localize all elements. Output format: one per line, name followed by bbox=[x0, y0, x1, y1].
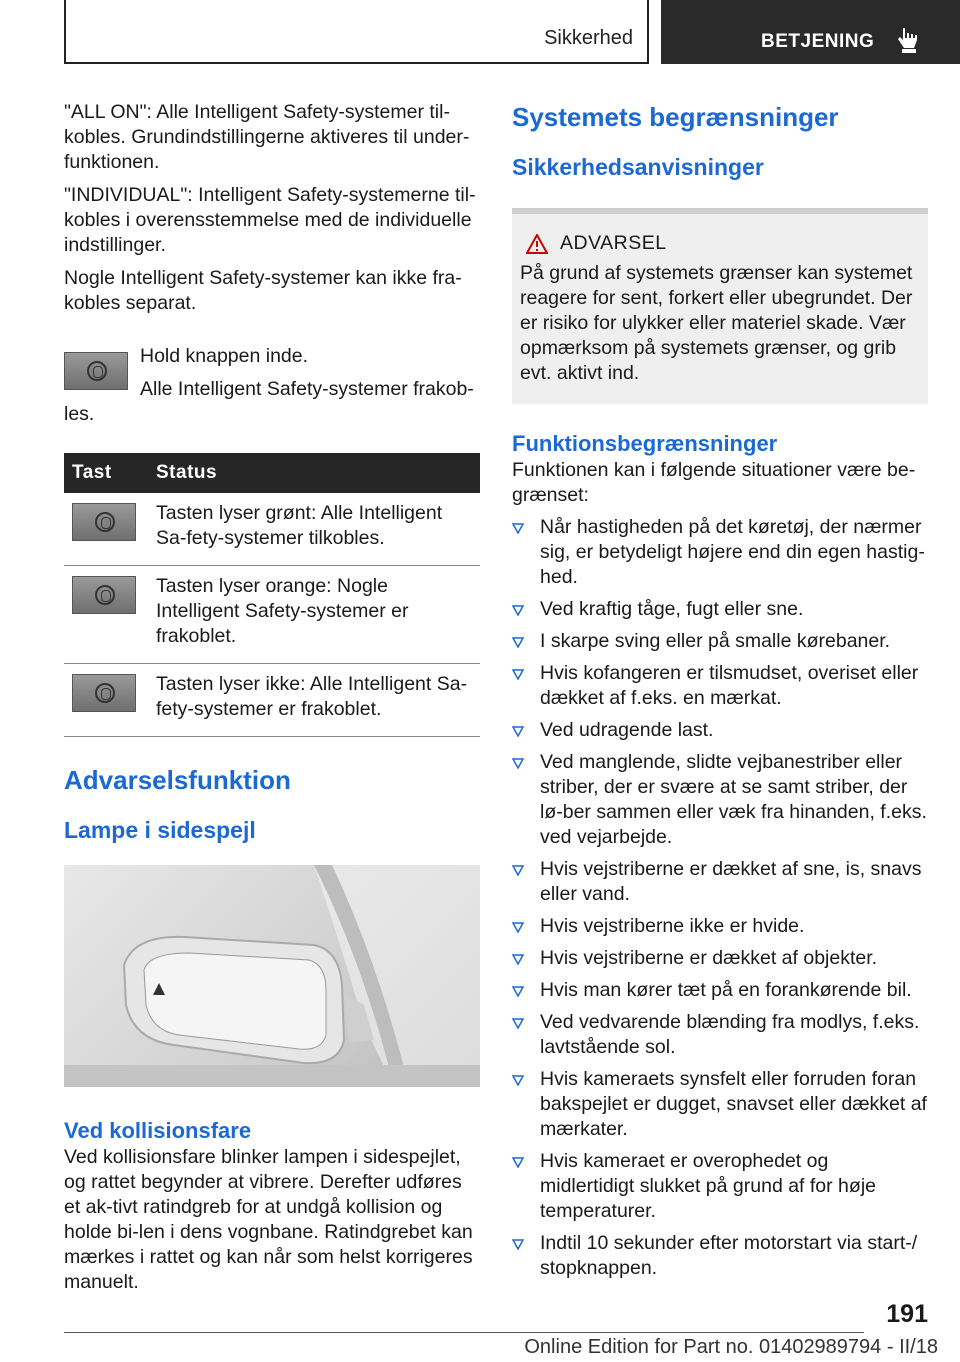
list-item-text: Hvis kameraets synsfelt eller forruden foran bakspejlet er dugget, snavset eller dækket af mærkater. bbox=[540, 1068, 927, 1140]
list-item-text: Indtil 10 sekunder efter motorstart via start-/ stopknappen. bbox=[540, 1232, 918, 1279]
list-item-text: Ved manglende, slidte vejbanestriber eller striber, der er svære at se samt striber, der lø-ber sammen eller væk fra hinanden, f.eks. ved vejarbejde. bbox=[540, 751, 927, 848]
list-item-text: I skarpe sving eller på smalle kørebaner. bbox=[540, 630, 891, 652]
heading-kollisionsfare: Ved kollisionsfare bbox=[64, 1118, 252, 1143]
list-item-text: Når hastigheden på det køretøj, der nærmer sig, er betydeligt højere end din egen hastig-hed. bbox=[540, 516, 925, 588]
status-cell: Tasten lyser ikke: Alle Intelligent Sa-fety-systemer er frakoblet. bbox=[148, 664, 480, 737]
bullet-triangle-icon bbox=[512, 1239, 524, 1250]
side-mirror-image bbox=[64, 865, 480, 1087]
status-cell: Tasten lyser orange: Nogle Intelligent Safety-systemer er frakoblet. bbox=[148, 566, 480, 664]
warning-box bbox=[512, 208, 928, 404]
list-item-text: Hvis vejstriberne er dækket af sne, is, snavs eller vand. bbox=[540, 858, 922, 905]
paragraph-separate: Nogle Intelligent Safety-systemer kan ikke fra-kobles separat. bbox=[64, 267, 462, 314]
status-table bbox=[64, 453, 480, 737]
list-item bbox=[512, 914, 928, 939]
list-item bbox=[512, 629, 928, 654]
heading-sikkerhedsanvisninger: Sikkerhedsanvisninger bbox=[512, 154, 764, 180]
paragraph-all-on: "ALL ON": Alle Intelligent Safety-systemer til-kobles. Grundindstillingerne aktiveres til under-funktionen. bbox=[64, 101, 470, 173]
bullet-triangle-icon bbox=[512, 1018, 524, 1029]
list-item bbox=[512, 597, 928, 622]
list-item bbox=[512, 661, 928, 711]
safety-button-icon bbox=[72, 674, 136, 712]
list-item bbox=[512, 718, 928, 743]
bullet-triangle-icon bbox=[512, 1157, 524, 1168]
bullet-triangle-icon bbox=[512, 758, 524, 769]
bullet-triangle-icon bbox=[512, 637, 524, 648]
list-item bbox=[512, 946, 928, 971]
table-row bbox=[64, 566, 480, 664]
section-title: Sikkerhed bbox=[544, 27, 633, 49]
bullet-triangle-icon bbox=[512, 726, 524, 737]
limitation-list bbox=[512, 515, 928, 1281]
safety-button-icon bbox=[72, 503, 136, 541]
status-cell: Tasten lyser grønt: Alle Intelligent Sa-fety-systemer tilkobles. bbox=[148, 493, 480, 566]
hand-pointer-icon bbox=[896, 26, 920, 54]
list-item-text: Hvis man kører tæt på en forankørende bil. bbox=[540, 979, 912, 1001]
list-item-text: Ved kraftig tåge, fugt eller sne. bbox=[540, 598, 804, 620]
footer-edition: Online Edition for Part no. 01402989794 - II/18 bbox=[524, 1336, 938, 1358]
list-item-text: Hvis vejstriberne ikke er hvide. bbox=[540, 915, 805, 937]
funk-intro: Funktionen kan i følgende situationer være be-grænset: bbox=[512, 459, 916, 506]
list-item-text: Ved udragende last. bbox=[540, 719, 714, 741]
deactivate-text-end: les. bbox=[64, 403, 95, 425]
safety-button-icon bbox=[72, 576, 136, 614]
bullet-triangle-icon bbox=[512, 605, 524, 616]
heading-begraensninger: Systemets begrænsninger bbox=[512, 102, 839, 132]
bullet-triangle-icon bbox=[512, 523, 524, 534]
list-item-text: Ved vedvarende blænding fra modlys, f.eks. lavtstående sol. bbox=[540, 1011, 920, 1058]
heading-lampe: Lampe i sidespejl bbox=[64, 817, 256, 843]
list-item bbox=[512, 978, 928, 1003]
bullet-triangle-icon bbox=[512, 865, 524, 876]
bullet-triangle-icon bbox=[512, 922, 524, 933]
safety-button-icon bbox=[64, 352, 128, 390]
list-item bbox=[512, 1067, 928, 1142]
right-column bbox=[512, 100, 928, 1281]
chapter-title: BETJENING bbox=[761, 31, 875, 52]
paragraph-individual: "INDIVIDUAL": Intelligent Safety-systemerne til-kobles i overensstemmelse med de individuelle indstillinger. bbox=[64, 184, 476, 256]
deactivate-text: Alle Intelligent Safety-systemer frakob- bbox=[140, 378, 474, 400]
header-section-box bbox=[64, 0, 649, 64]
bullet-triangle-icon bbox=[512, 954, 524, 965]
table-row bbox=[64, 493, 480, 566]
left-column bbox=[64, 100, 480, 1303]
page-number: 191 bbox=[886, 1300, 928, 1328]
list-item-text: Hvis kameraet er overophedet og midlertidigt slukket på grund af for høje temperaturer. bbox=[540, 1150, 876, 1222]
header-chapter-box bbox=[661, 0, 960, 64]
heading-advarselsfunktion: Advarselsfunktion bbox=[64, 765, 291, 795]
list-item bbox=[512, 750, 928, 850]
warning-text: På grund af systemets grænser kan systemet reagere for sent, forkert eller ubegrundet. Der er risiko for ulykker eller materiel skade. Vær opmærksom på systemets grænser, og grib evt. aktivt ind. bbox=[520, 262, 913, 384]
warning-triangle-icon bbox=[526, 234, 548, 254]
footer-divider bbox=[64, 1332, 864, 1333]
hold-button-text: Hold knappen inde. bbox=[140, 345, 309, 367]
list-item bbox=[512, 515, 928, 590]
kollision-paragraph: Ved kollisionsfare blinker lampen i sidespejlet, og rattet begynder at vibrere. Derefter udføres et ak-tivt ratindgreb for at undgå kollision og holde bi-len i dens vognbane. Ratindgrebet kan mærkes i rattet og kan når som helst korrigeres manuelt. bbox=[64, 1146, 473, 1293]
table-header-key: Tast bbox=[64, 453, 148, 493]
warning-title: ADVARSEL bbox=[560, 232, 667, 254]
list-item-text: Hvis kofangeren er tilsmudset, overiset eller dækket af f.eks. en mærkat. bbox=[540, 662, 919, 709]
list-item-text: Hvis vejstriberne er dækket af objekter. bbox=[540, 947, 878, 969]
hold-button-instruction bbox=[64, 344, 480, 427]
table-header-status: Status bbox=[148, 453, 480, 493]
bullet-triangle-icon bbox=[512, 669, 524, 680]
bullet-triangle-icon bbox=[512, 1075, 524, 1086]
list-item bbox=[512, 1231, 928, 1281]
bullet-triangle-icon bbox=[512, 986, 524, 997]
list-item bbox=[512, 857, 928, 907]
list-item bbox=[512, 1149, 928, 1224]
list-item bbox=[512, 1010, 928, 1060]
table-row bbox=[64, 664, 480, 737]
heading-funktionsbegraensninger: Funktionsbegrænsninger bbox=[512, 431, 778, 456]
